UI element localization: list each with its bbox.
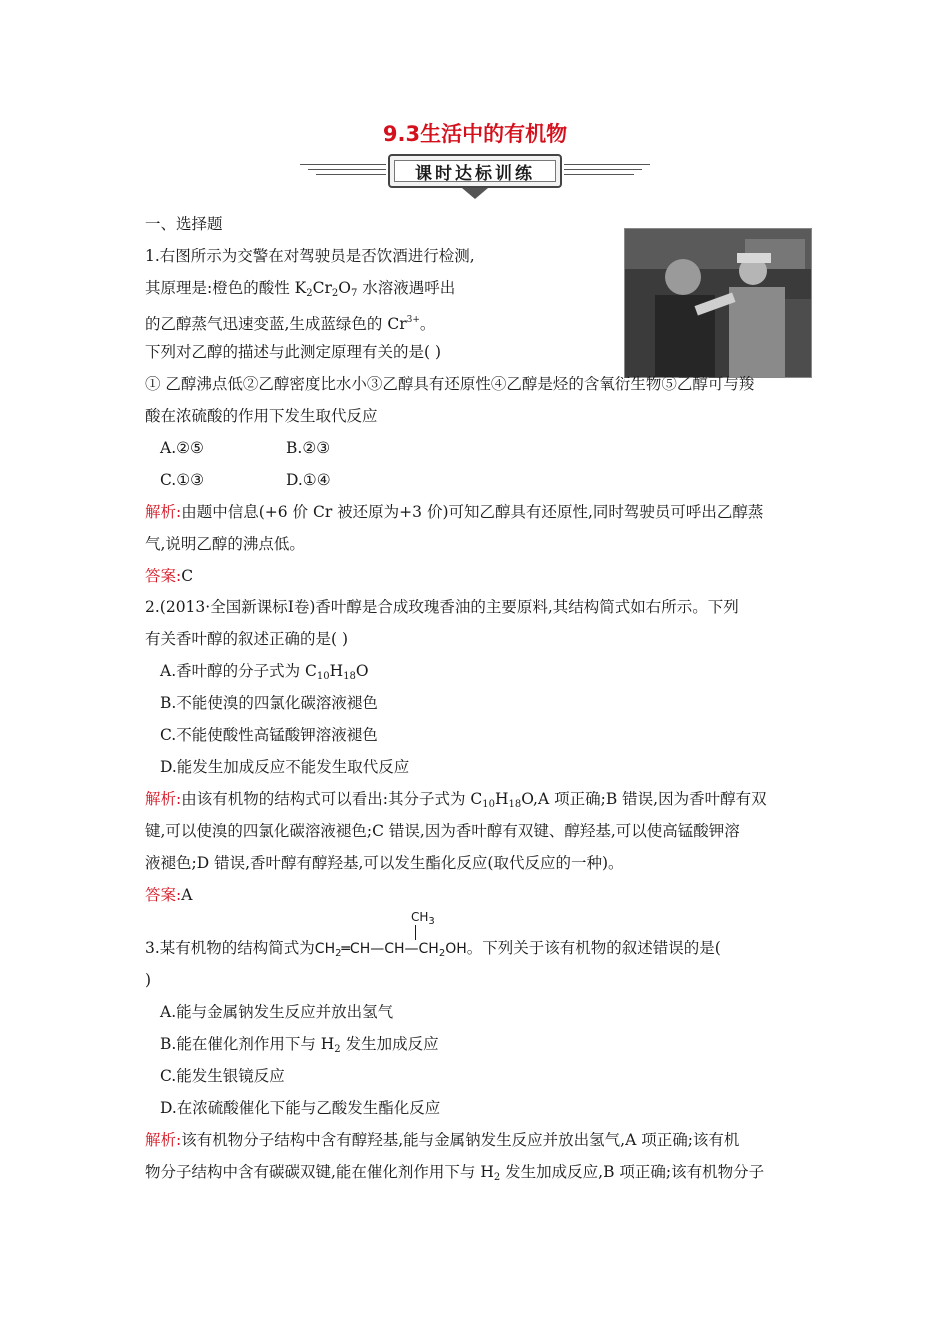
q1-option-a: A.②⑤ [160, 439, 204, 457]
q1-line-1: 1.右图所示为交警在对驾驶员是否饮酒进行检测, [145, 247, 475, 265]
q1-option-c: C.①③ [160, 471, 205, 489]
q1-option-d: D.①④ [286, 471, 331, 489]
q3-line-1: 3.某有机物的结构简式为$CH_2═CH—CH—CH_2OH$。下列关于该有机物的叙述错误的是( [145, 939, 721, 959]
page-title: 9.3生活中的有机物 [382, 122, 568, 146]
q3-formula: $CH_2═CH—CH—CH_2OH$ [314, 941, 467, 959]
q1-line-2: 其原理是:橙色的酸性 $K_2Cr_2O_7$ 水溶液遇呼出 [145, 279, 456, 299]
q3-option-b: B.能在催化剂作用下与 $H_2$ 发生加成反应 [160, 1035, 439, 1055]
q2-option-c: C.不能使酸性高锰酸钾溶液褪色 [160, 726, 378, 744]
q1-line-4: 下列对乙醇的描述与此测定原理有关的是( ) [145, 343, 442, 361]
q2-line-1: 2.(2013·全国新课标Ⅰ卷)香叶醇是合成玫瑰香油的主要原料,其结构简式如右所示。下列 [145, 598, 739, 616]
q2-analysis-1: 解析:由该有机物的结构式可以看出:其分子式为 $C_{10}H_{18}O,A$ 项正确;B 错误,因为香叶醇有双 [145, 790, 767, 810]
q3-methyl-group: $CH_3$ [411, 910, 435, 927]
q2-analysis-3: 液褪色;D 错误,香叶醇有醇羟基,可以发生酯化反应(取代反应的一种)。 [145, 854, 624, 872]
q2-option-d: D.能发生加成反应不能发生取代反应 [160, 758, 410, 776]
photo-illustration [625, 229, 811, 377]
banner-arrow-icon [462, 188, 488, 199]
q2-option-b: B.不能使溴的四氯化碳溶液褪色 [160, 694, 378, 712]
banner [300, 150, 650, 202]
q3-option-a: A.能与金属钠发生反应并放出氢气 [160, 1003, 394, 1021]
q1-analysis-2: 气,说明乙醇的沸点低。 [145, 535, 305, 553]
q3-option-c: C.能发生银镜反应 [160, 1067, 285, 1085]
q1-option-b: B.②③ [286, 439, 331, 457]
breathalyzer-photo [624, 228, 812, 378]
q3-line-2: ) [145, 971, 152, 989]
q2-line-2: 有关香叶醇的叙述正确的是( ) [145, 630, 349, 648]
q2-analysis-2: 键,可以使溴的四氯化碳溶液褪色;C 错误,因为香叶醇有双键、醇羟基,可以使高锰酸钾溶 [145, 822, 740, 840]
q1-line-6: 酸在浓硫酸的作用下发生取代反应 [145, 407, 378, 425]
q1-analysis-1: 解析:由题中信息(+6 价 Cr 被还原为+3 价)可知乙醇具有还原性,同时驾驶员可呼出乙醇蒸 [145, 503, 764, 521]
q2-option-a: A.香叶醇的分子式为 $C_{10}H_{18}O$ [160, 662, 369, 682]
q3-analysis-2: 物分子结构中含有碳碳双键,能在催化剂作用下与 $H_2$ 发生加成反应,B 项正确;该有机物分子 [145, 1163, 765, 1183]
q1-answer: 答案:C [145, 567, 194, 585]
q3-analysis-1: 解析:该有机物分子结构中含有醇羟基,能与金属钠发生反应并放出氢气,A 项正确;该有机 [145, 1131, 740, 1149]
section-heading: 一、选择题 [145, 215, 223, 233]
q2-answer: 答案:A [145, 886, 193, 904]
q1-line-5: ① 乙醇沸点低②乙醇密度比水小③乙醇具有还原性④乙醇是烃的含氧衍生物⑤乙醇可与羧 [145, 375, 755, 393]
q1-line-3: 的乙醇蒸气迅速变蓝,生成蓝绿色的 $Cr^{3+}$。 [145, 315, 436, 333]
banner-label: 课时达标训练 [394, 160, 556, 182]
q3-option-d: D.在浓硫酸催化下能与乙酸发生酯化反应 [160, 1099, 441, 1117]
